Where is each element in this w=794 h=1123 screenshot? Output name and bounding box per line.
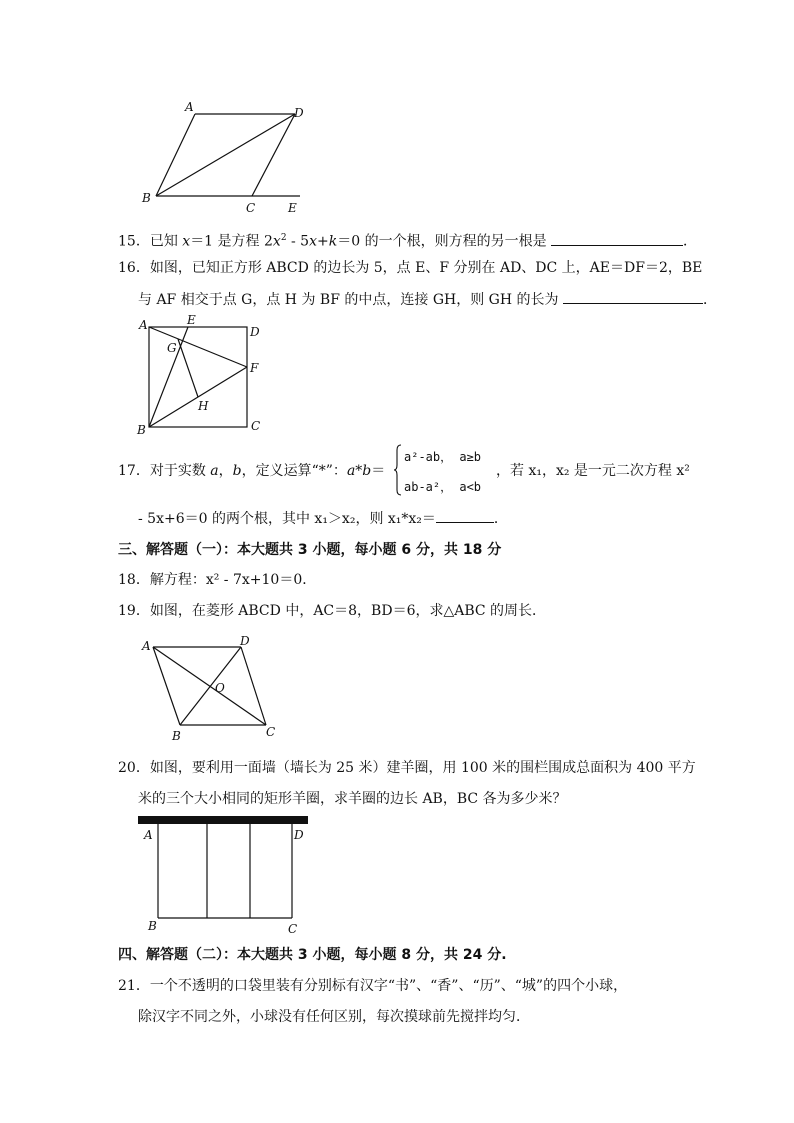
- q16-text-2: 与 AF 相交于点 G，点 H 为 BF 的中点，连接 GH，则 GH 的长为: [138, 292, 563, 308]
- q15-text-4: +: [317, 233, 329, 250]
- label-D: D: [294, 828, 304, 842]
- question-20-line2: [138, 789, 567, 809]
- q18-number: 18．: [118, 572, 150, 588]
- question-20-line1: [118, 758, 696, 778]
- figure-square: [134, 312, 269, 438]
- label-A: A: [185, 100, 194, 114]
- label-A: A: [139, 318, 148, 332]
- q17-var-a: a: [210, 463, 219, 479]
- q19-text: 如图，在菱形 ABCD 中，AC＝8，BD＝6，求△ABC 的周长．: [149, 603, 547, 619]
- question-15: [118, 228, 697, 252]
- q17-number: 17．: [118, 463, 150, 479]
- label-D: D: [240, 634, 250, 648]
- figure-rhombus: [138, 632, 283, 744]
- q15-var-x2: x: [272, 233, 281, 250]
- piecewise-case-2: ab-a²， a<b: [404, 480, 482, 494]
- q15-text-5: ＝0 的一个根，则方程的另一根是: [337, 233, 552, 250]
- q20-text-2: 米的三个大小相同的矩形羊圈，求羊圈的边长 AB，BC 各为多少米？: [138, 791, 567, 807]
- q15-text-2: ＝1 是方程 2: [190, 233, 273, 250]
- q21-number: 21．: [118, 978, 150, 994]
- q17-text-4: ＝: [371, 463, 386, 479]
- figure-parallelogram: [130, 98, 320, 220]
- label-B: B: [137, 423, 146, 437]
- label-C: C: [251, 419, 261, 433]
- q17-var-b: b: [232, 463, 242, 479]
- q17-answer-blank[interactable]: [436, 508, 494, 523]
- label-E: E: [288, 201, 297, 215]
- label-D: D: [294, 106, 304, 120]
- q15-end: ．: [683, 233, 698, 250]
- piecewise-brace: [394, 444, 402, 496]
- q15-var-x: x: [182, 233, 191, 250]
- q17-end: ．: [493, 511, 508, 527]
- label-G: G: [167, 341, 177, 355]
- question-21-line2: [138, 1007, 530, 1027]
- q18-text: 解方程：x² - 7x+10＝0．: [149, 572, 317, 588]
- question-19: [118, 601, 546, 621]
- label-C: C: [266, 725, 276, 739]
- question-16-line2: [138, 289, 717, 310]
- q20-text-1: 如图，要利用一面墙（墙长为 25 米）建羊圈，用 100 米的围栏围成总面积为 400 平方: [149, 760, 696, 776]
- label-A: A: [144, 828, 153, 842]
- section-4-heading: 四、解答题（二）：本大题共 3 小题，每小题 8 分，共 24 分.: [118, 947, 507, 963]
- label-O: O: [215, 681, 225, 695]
- q16-answer-blank[interactable]: [563, 289, 703, 304]
- piecewise-case-1: a²-ab， a≥b: [404, 450, 482, 464]
- q20-number: 20．: [118, 760, 150, 776]
- question-21-line1: [118, 976, 627, 996]
- q21-text-1: 一个不透明的口袋里装有分别标有汉字“书”、“香”、“历”、“城”的四个小球，: [149, 978, 628, 994]
- label-A: A: [142, 639, 151, 653]
- q15-var-x3: x: [309, 233, 317, 250]
- q15-var-k: k: [328, 233, 338, 250]
- label-B: B: [172, 729, 181, 743]
- label-C: C: [246, 201, 256, 215]
- q15-answer-blank[interactable]: [551, 231, 683, 246]
- q15-sup: 2: [280, 233, 287, 243]
- q15-text: 已知: [149, 233, 183, 250]
- label-B: B: [142, 191, 151, 205]
- label-H: H: [198, 399, 209, 413]
- q16-end: ．: [702, 292, 717, 308]
- question-17-line2: [138, 508, 508, 529]
- q17-text-1: 对于实数: [149, 463, 211, 479]
- label-B: B: [148, 919, 157, 933]
- question-18: [118, 570, 316, 590]
- q17-text-5: ，若 x₁，x₂ 是一元二次方程 x²: [496, 463, 690, 479]
- figure-sheep-pen: [136, 814, 311, 936]
- question-17-line1: [118, 461, 385, 481]
- section-3-heading: 三、解答题（一）：本大题共 3 小题，每小题 6 分，共 18 分: [118, 542, 502, 558]
- q17-operation: a*b: [346, 463, 372, 479]
- q17-text-3: ，定义运算“*”：: [241, 463, 347, 479]
- q16-text-1: 如图，已知正方形 ABCD 的边长为 5，点 E、F 分别在 AD、DC 上，AE＝DF＝2，BE: [149, 260, 703, 276]
- question-16-line1: [118, 258, 702, 278]
- label-E: E: [187, 313, 196, 327]
- q21-text-2: 除汉字不同之外，小球没有任何区别，每次摸球前先搅拌均匀．: [138, 1009, 530, 1025]
- q16-number: 16．: [118, 260, 150, 276]
- label-C: C: [288, 922, 298, 936]
- label-F: F: [250, 361, 259, 375]
- q17-text-line2: - 5x+6＝0 的两个根，其中 x₁＞x₂，则 x₁*x₂＝: [138, 511, 436, 527]
- q17-text-2: ，: [218, 463, 233, 479]
- q15-number: 15．: [118, 233, 150, 250]
- label-D: D: [250, 325, 260, 339]
- q15-text-3: - 5: [286, 233, 310, 250]
- q19-number: 19．: [118, 603, 150, 619]
